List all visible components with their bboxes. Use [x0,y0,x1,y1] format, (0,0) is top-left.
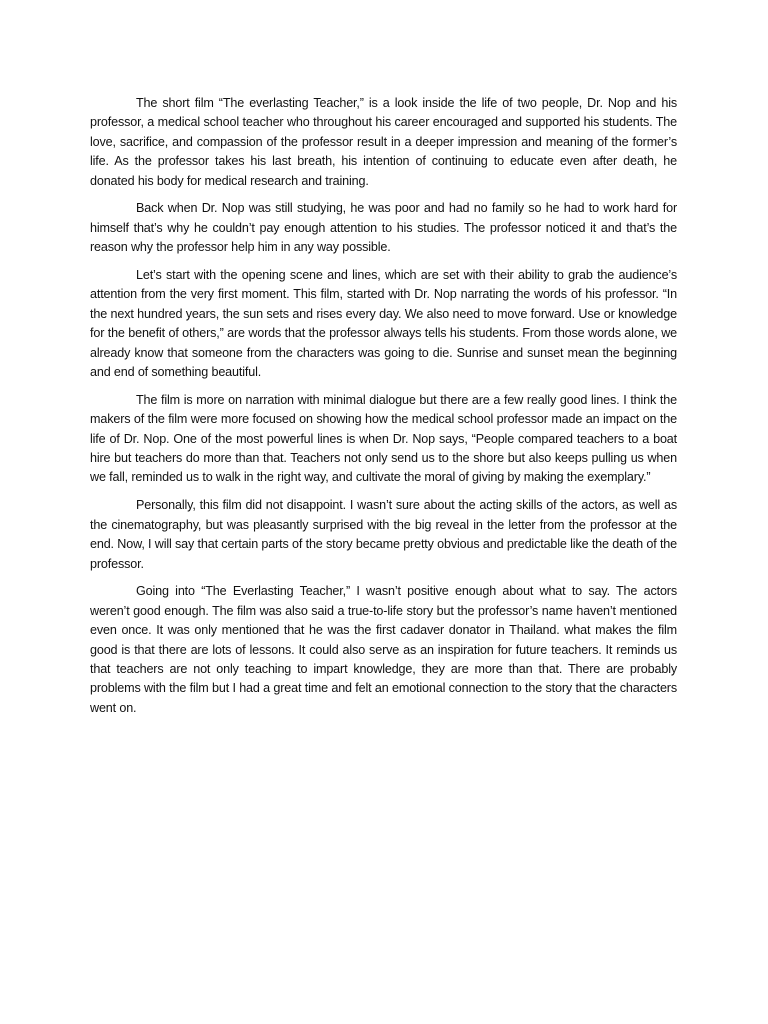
document-body [90,94,677,727]
paragraph-5: Personally, this film did not disappoint. I wasn’t sure about the acting skills of the actors, as well as the cinematography, but was pleasantly surprised with the big reveal in the letter from the professor at the end. Now, I will say that certain parts of the story became pretty obvious and predictable like the death of the professor. [90,498,677,571]
paragraph-1: The short film “The everlasting Teacher,” is a look inside the life of two people, Dr. Nop and his professor, a medical school teacher who throughout his career encouraged and supported his students. The love, sacrifice, and compassion of the professor result in a deeper impression and meaning of the former’s life. As the professor takes his last breath, his intention of continuing to educate even after death, he donated his body for medical research and training. [90,96,677,188]
paragraph-6: Going into “The Everlasting Teacher,” I wasn’t positive enough about what to say. The actors weren’t good enough. The film was also said a true-to-life story but the professor’s name haven’t mentioned even once. It was only mentioned that he was the first cadaver donator in Thailand. what makes the film good is that there are lots of lessons. It could also serve as an inspiration for future teachers. It reminds us that teachers are not only teaching to impart knowledge, they are more than that. There are probably problems with the film but I had a great time and felt an emotional connection to the story that the characters went on. [90,584,677,715]
paragraph-3: Let’s start with the opening scene and lines, which are set with their ability to grab the audience’s attention from the very first moment. This film, started with Dr. Nop narrating the words of his professor. “In the next hundred years, the sun sets and rises every day. We also need to move forward. Use or knowledge for the benefit of others,” are words that the professor always tells his students. From those words alone, we already know that someone from the characters was going to die. Sunrise and sunset mean the beginning and end of something beautiful. [90,268,677,380]
paragraph-2: Back when Dr. Nop was still studying, he was poor and had no family so he had to work hard for himself that’s why he couldn’t pay enough attention to his studies. The professor noticed it and that’s the reason why the professor help him in any way possible. [90,201,677,255]
paragraph-4: The film is more on narration with minimal dialogue but there are a few really good lines. I think the makers of the film were more focused on showing how the medical school professor made an impact on the life of Dr. Nop. One of the most powerful lines is when Dr. Nop says, “People compared teachers to a boat hire but teachers do more than that. Teachers not only send us to the shore but also keeps pulling us when we fall, reminded us to walk in the right way, and cultivate the moral of giving by making the exemplary.” [90,392,677,485]
